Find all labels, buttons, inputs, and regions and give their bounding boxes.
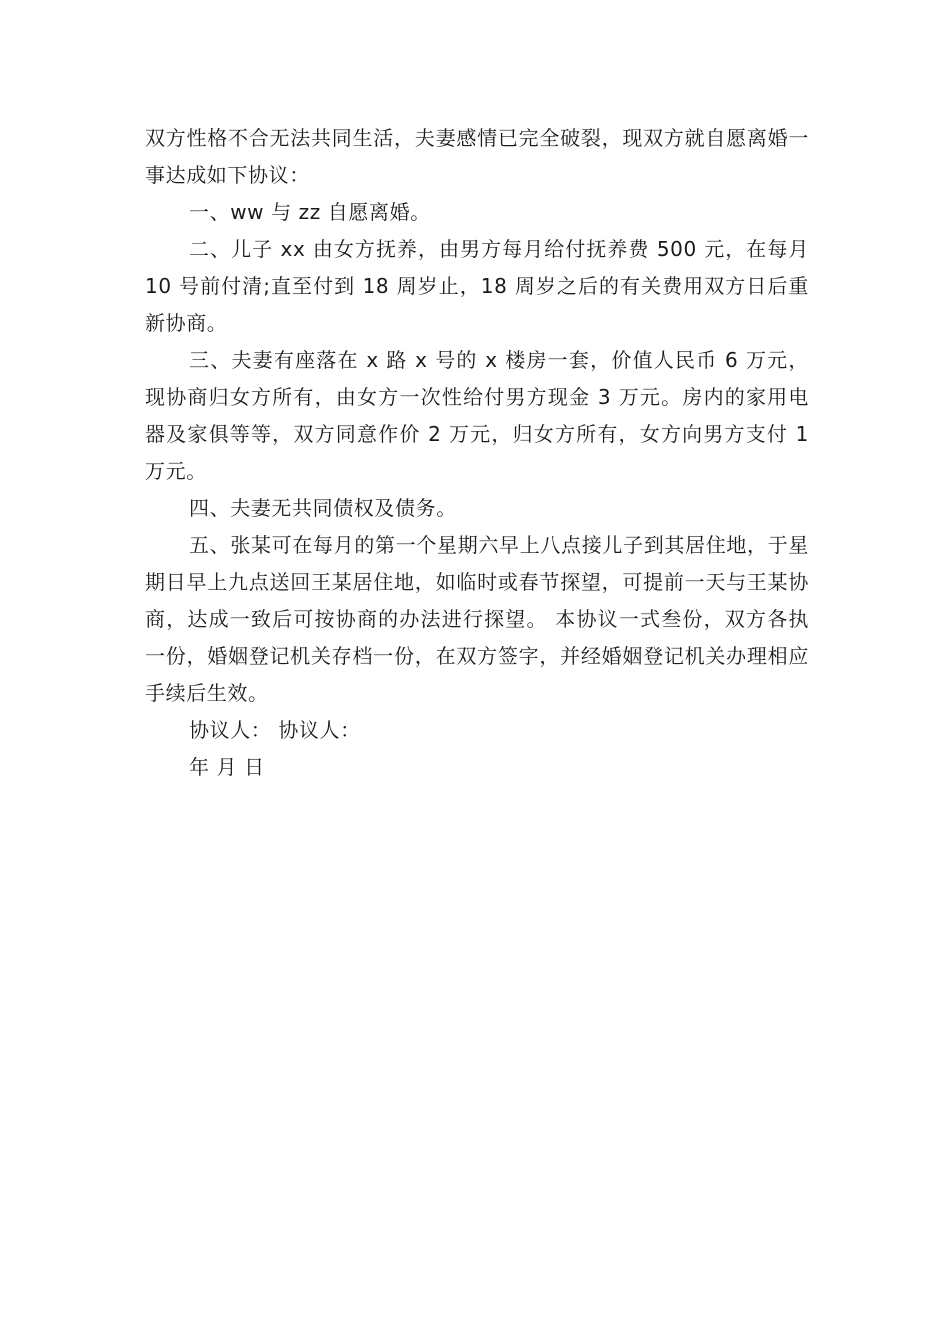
paragraph-clause-5: 五、张某可在每月的第一个星期六早上八点接儿子到其居住地，于星期日早上九点送回王某居住地，如临时或春节探望，可提前一天与王某协商，达成一致后可按协商的办法进行探望。 本协议一式叁份，双方各执一份，婚姻登记机关存档一份，在双方签字，并经婚姻登记机关办理相应手续后生效。 — [145, 533, 809, 705]
paragraph-clause-2: 二、儿子 xx 由女方抚养，由男方每月给付抚养费 500 元，在每月 10 号前付清;直至付到 18 周岁止，18 周岁之后的有关费用双方日后重新协商。 — [145, 237, 809, 335]
paragraph-clause-4: 四、夫妻无共同债权及债务。 — [189, 496, 457, 520]
paragraph-clause-1: 一、ww 与 zz 自愿离婚。 — [189, 200, 431, 224]
signature-line: 协议人： 协议人： — [189, 718, 361, 742]
paragraph-intro: 双方性格不合无法共同生活，夫妻感情已完全破裂，现双方就自愿离婚一事达成如下协议： — [145, 126, 809, 187]
agreement-body — [145, 120, 809, 786]
paragraph-clause-3: 三、夫妻有座落在 x 路 x 号的 x 楼房一套，价值人民币 6 万元，现协商归女方所有，由女方一次性给付男方现金 3 万元。房内的家用电器及家俱等等，双方同意作价 2 万元，归女方所有，女方向男方支付 1 万元。 — [145, 348, 809, 483]
date-line: 年 月 日 — [189, 755, 265, 779]
